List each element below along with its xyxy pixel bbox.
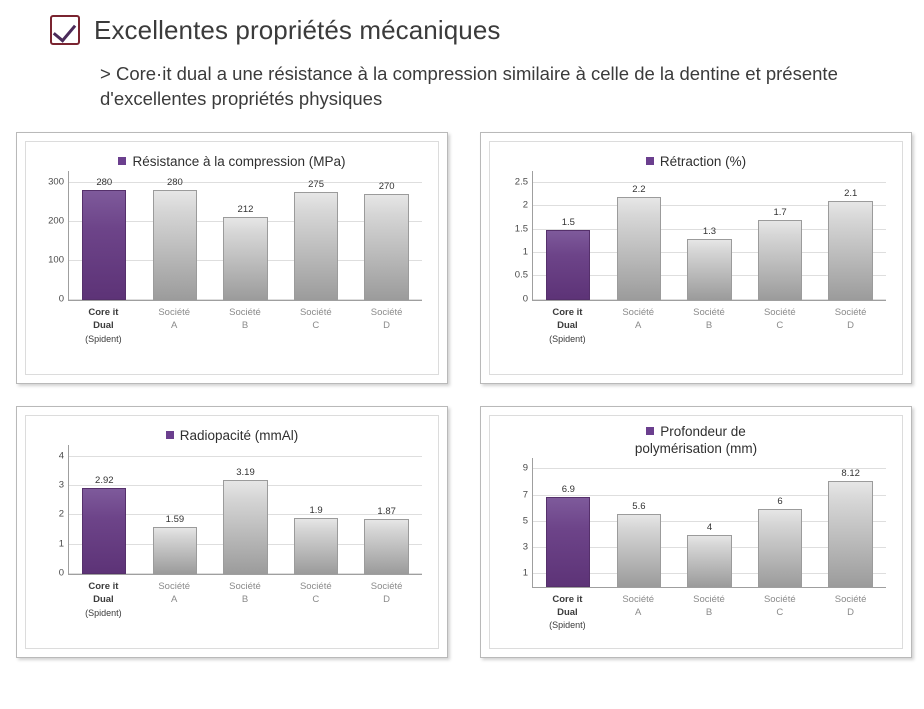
x-axis-tick-label	[144, 307, 204, 346]
chart-title	[490, 142, 902, 171]
chart-panel-inner	[489, 141, 903, 375]
bar-group	[215, 445, 275, 574]
bar-value-label: 1.5	[561, 216, 575, 228]
bar-group	[538, 171, 598, 300]
x-axis-tick-line: A	[171, 319, 178, 331]
bar	[153, 190, 197, 299]
x-axis-tick-line: C	[312, 593, 320, 605]
bar-group	[538, 458, 598, 587]
bar-value-label: 5.6	[632, 500, 646, 512]
x-axis-tick-line: Société	[693, 306, 725, 318]
x-axis-tick-line: Core it	[552, 593, 583, 605]
y-axis-tick-label: 1	[522, 246, 528, 258]
chart-panel-inner	[25, 415, 439, 649]
x-axis-tick-line: Société	[299, 306, 332, 318]
plot-area	[514, 171, 886, 305]
x-axis-tick-line: A	[635, 319, 642, 331]
bar	[153, 527, 197, 574]
x-axis-tick-line: Société	[158, 580, 191, 592]
x-axis-tick-line: D	[847, 606, 855, 618]
x-axis-tick-line: B	[705, 606, 713, 618]
bar-group	[145, 171, 205, 300]
bar	[617, 514, 661, 587]
bar	[758, 509, 802, 587]
x-axis-tick-label	[215, 307, 275, 346]
y-axis-tick-label: 0	[58, 293, 64, 305]
x-axis-tick-line: Société	[834, 306, 867, 318]
x-axis-tick-line: Core it	[88, 580, 119, 592]
x-axis-tick-line: Société	[622, 306, 655, 318]
x-axis-labels	[68, 575, 422, 620]
x-axis-tick-label	[821, 307, 881, 346]
bar-group	[357, 445, 417, 574]
bar-value-label: 4	[706, 521, 713, 533]
x-axis-tick-label	[679, 594, 739, 633]
legend-swatch-icon	[166, 431, 174, 439]
y-axis-tick-label: 0	[522, 293, 528, 305]
bar-group	[821, 171, 881, 300]
y-axis-tick-label: 2	[522, 199, 528, 211]
chart-panel	[480, 132, 912, 384]
bar-value-label: 6	[777, 495, 783, 507]
x-axis-tick-line: Dual	[557, 606, 578, 618]
bar-group	[821, 458, 881, 587]
chart-panel	[16, 406, 448, 658]
x-axis-tick-label	[73, 307, 133, 346]
checkbox-checked-icon	[50, 15, 80, 45]
chart-title-text: Résistance à la compression (MPa)	[132, 154, 346, 169]
bar-group	[609, 171, 669, 300]
x-axis-tick-line: B	[241, 319, 249, 331]
x-axis-tick-line: Dual	[93, 593, 114, 605]
bar-group	[215, 171, 275, 300]
plot	[498, 171, 892, 346]
bar-value-label: 1.87	[377, 506, 396, 518]
x-axis-tick-label	[286, 581, 346, 620]
chart-panel-inner	[489, 415, 903, 649]
chart-title	[26, 416, 438, 445]
bar	[546, 230, 590, 300]
bar-value-label: 270	[378, 181, 395, 193]
subtitle-prefix: >	[100, 63, 116, 84]
x-axis-tick-label	[608, 307, 668, 346]
x-axis-tick-line: Société	[763, 593, 796, 605]
chart-title-line: Profondeur de	[660, 424, 746, 439]
bar	[364, 519, 408, 574]
bar	[223, 480, 267, 574]
y-axis-tick-label: 1.5	[514, 223, 528, 235]
x-axis-tick-line: Société	[229, 580, 261, 592]
x-axis-tick-line: B	[241, 593, 249, 605]
x-axis-tick-line: Dual	[93, 319, 114, 331]
bar-value-label: 280	[96, 177, 113, 189]
y-axis-tick-label: 200	[48, 215, 64, 227]
page-header	[0, 0, 924, 52]
bar-value-label: 1.7	[773, 207, 787, 219]
y-axis-tick-label: 3	[58, 479, 64, 491]
plot-area	[522, 458, 886, 588]
x-axis-tick-label	[215, 581, 275, 620]
x-axis-tick-line: D	[383, 319, 391, 331]
bars-container	[533, 458, 886, 587]
y-axis-tick-label: 7	[522, 489, 528, 501]
bar-group	[750, 171, 810, 300]
bar-value-label: 280	[166, 177, 183, 189]
chart-grid	[0, 128, 924, 666]
bar	[82, 488, 126, 574]
plot-area	[48, 171, 422, 305]
x-axis-tick-line: (Spident)	[549, 333, 586, 344]
legend-swatch-icon	[646, 157, 654, 165]
bar-value-label: 1.9	[309, 505, 323, 517]
legend-swatch-icon	[646, 427, 654, 435]
bar	[828, 201, 872, 300]
y-axis-tick-label: 4	[58, 450, 64, 462]
bar	[546, 497, 590, 587]
y-axis-tick-label: 2	[58, 508, 64, 520]
x-axis-tick-label	[750, 594, 810, 633]
bar-group	[74, 445, 134, 574]
bars-container	[69, 171, 422, 300]
chart-panel-inner	[25, 141, 439, 375]
bar-group	[679, 171, 739, 300]
y-axis-tick-label: 1	[58, 538, 64, 550]
bar	[617, 197, 661, 300]
x-axis-tick-line: A	[171, 593, 178, 605]
x-axis-tick-label	[608, 594, 668, 633]
bar-group	[74, 171, 134, 300]
x-axis-tick-line: Core it	[552, 306, 583, 318]
bar-value-label: 212	[237, 204, 254, 216]
bar-value-label: 8.12	[841, 467, 860, 479]
x-axis-tick-label	[357, 307, 417, 346]
bar-value-label: 1.59	[165, 514, 185, 526]
y-axis-tick-label: 3	[522, 541, 528, 553]
x-axis-tick-label	[286, 307, 346, 346]
bar-group	[286, 445, 346, 574]
bar-value-label: 275	[308, 179, 324, 191]
x-axis-tick-label	[537, 594, 597, 633]
x-axis-tick-line: Dual	[557, 319, 578, 331]
y-axis-tick-label: 2.5	[514, 176, 528, 188]
bar	[687, 535, 731, 587]
y-axis-tick-label: 5	[522, 515, 528, 527]
x-axis-tick-line: D	[847, 319, 855, 331]
y-axis-tick-label: 9	[522, 462, 528, 474]
bar-group	[286, 171, 346, 300]
x-axis-tick-line: Société	[370, 306, 403, 318]
subtitle	[0, 52, 890, 112]
bar-group	[357, 171, 417, 300]
x-axis-tick-line: Société	[158, 306, 191, 318]
x-axis-tick-line: B	[705, 319, 713, 331]
x-axis-tick-line: Société	[834, 593, 867, 605]
y-axis-tick-label: 0.5	[514, 269, 528, 281]
bar-value-label: 1.3	[702, 225, 717, 237]
plot-area	[58, 445, 422, 579]
x-axis-tick-label	[821, 594, 881, 633]
page-title: Excellentes propriétés mécaniques	[94, 14, 501, 45]
x-axis-tick-label	[144, 581, 204, 620]
x-axis-tick-label	[537, 307, 597, 346]
x-axis-tick-line: Société	[693, 593, 725, 605]
x-axis-labels	[532, 588, 886, 633]
x-axis-tick-line: Société	[622, 593, 655, 605]
chart-title	[26, 142, 438, 171]
bar	[364, 194, 408, 300]
bar-group	[750, 458, 810, 587]
bar-group	[679, 458, 739, 587]
x-axis-tick-line: Société	[763, 306, 796, 318]
bar	[223, 217, 267, 300]
x-axis-tick-line: C	[312, 319, 320, 331]
y-axis-tick-label: 100	[48, 254, 64, 266]
plot	[34, 171, 428, 346]
bar	[828, 481, 872, 587]
legend-swatch-icon	[118, 157, 126, 165]
chart-title	[490, 416, 902, 458]
x-axis-labels	[532, 301, 886, 346]
bars-container	[69, 445, 422, 574]
y-axis-tick-label: 1	[522, 567, 528, 579]
x-axis-tick-line: C	[776, 606, 784, 618]
bar	[758, 220, 802, 300]
chart-title-text: Radiopacité (mmAl)	[179, 428, 299, 443]
bar-value-label: 6.9	[561, 483, 575, 495]
bar-value-label: 2.2	[632, 183, 646, 195]
x-axis-tick-line: Société	[370, 580, 403, 592]
bar-value-label: 2.92	[95, 475, 114, 487]
plot	[498, 458, 892, 633]
x-axis-tick-line: (Spident)	[85, 333, 122, 344]
x-axis-tick-line: Core it	[88, 306, 119, 318]
plot	[34, 445, 428, 620]
y-axis-tick-label: 300	[48, 176, 64, 188]
bar	[294, 192, 338, 300]
chart-title-line: polymérisation (mm)	[634, 440, 758, 456]
x-axis-tick-line: Société	[229, 306, 261, 318]
bar	[82, 190, 126, 299]
subtitle-text: a une résistance à la compression similaire à celle de la dentine et présente d'excellentes propriétés physiques	[100, 63, 838, 109]
bar-group	[145, 445, 205, 574]
x-axis-tick-line: C	[776, 319, 784, 331]
chart-title-text: Rétraction (%)	[659, 154, 747, 169]
bar-value-label: 3.19	[236, 467, 255, 479]
x-axis-tick-line: (Spident)	[549, 620, 586, 631]
chart-panel	[16, 132, 448, 384]
chart-panel	[480, 406, 912, 658]
x-axis-labels	[68, 301, 422, 346]
bar-value-label: 2.1	[844, 188, 858, 200]
subtitle-brand: Core·it dual	[115, 63, 212, 84]
bars-container	[533, 171, 886, 300]
bar	[294, 518, 338, 574]
x-axis-tick-line: (Spident)	[85, 607, 122, 618]
x-axis-tick-label	[679, 307, 739, 346]
x-axis-tick-line: D	[383, 593, 391, 605]
x-axis-tick-label	[750, 307, 810, 346]
x-axis-tick-line: A	[635, 606, 642, 618]
bar	[687, 239, 731, 300]
x-axis-tick-label	[357, 581, 417, 620]
y-axis-tick-label: 0	[58, 567, 64, 579]
x-axis-tick-line: Société	[299, 580, 332, 592]
bar-group	[609, 458, 669, 587]
x-axis-tick-label	[73, 581, 133, 620]
